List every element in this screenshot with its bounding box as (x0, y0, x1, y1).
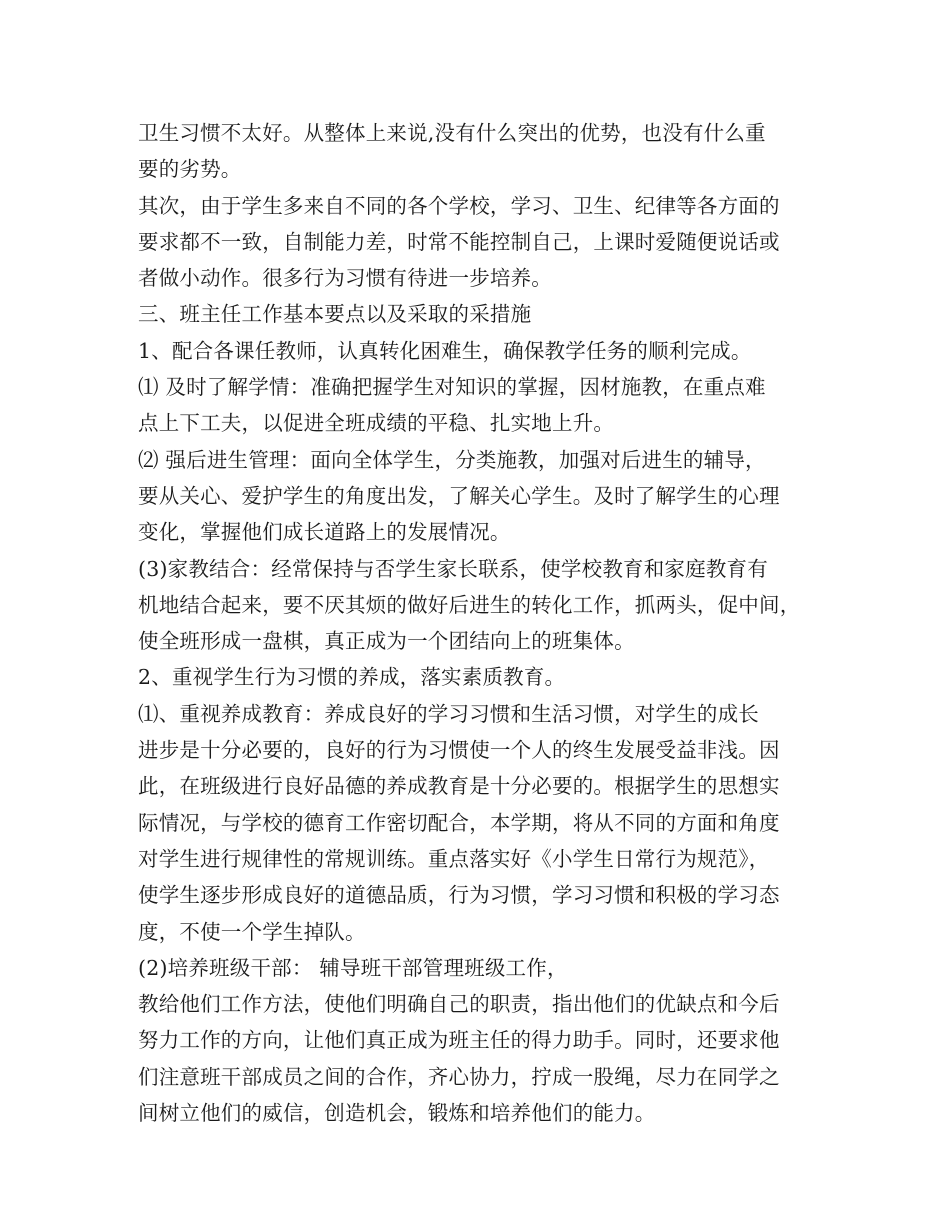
text-line: 者做小动作。很多行为习惯有待进一步培养。 (138, 266, 552, 291)
text-line: 使学生逐步形成良好的道德品质，行为习惯，学习习惯和积极的学习态 (138, 883, 780, 908)
document-body (138, 115, 828, 1131)
text-line: 要从关心、爱护学生的角度出发，了解关心学生。及时了解学生的心理 (138, 483, 780, 508)
text-line: 们注意班干部成员之间的合作，齐心协力，拧成一股绳，尽力在同学之 (138, 1064, 780, 1089)
text-line: 变化，掌握他们成长道路上的发展情况。 (138, 520, 511, 545)
text-line: 教给他们工作方法，使他们明确自己的职责，指出他们的优缺点和今后 (138, 992, 780, 1017)
text-line: 此，在班级进行良好品德的养成教育是十分必要的。根据学生的思想实 (138, 774, 780, 799)
text-line: 努力工作的方向，让他们真正成为班主任的得力助手。同时，还要求他 (138, 1028, 780, 1053)
text-line: (3)家教结合：经常保持与否学生家长联系，使学校教育和家庭教育有 (138, 556, 768, 581)
text-line: 际情况，与学校的德育工作密切配合，本学期，将从不同的方面和角度 (138, 810, 780, 835)
text-line: 进步是十分必要的，良好的行为习惯使一个人的终生发展受益非浅。因 (138, 738, 780, 763)
text-line: 点上下工夫，以促进全班成绩的平稳、扎实地上升。 (138, 411, 615, 436)
text-line: 机地结合起来，要不厌其烦的做好后进生的转化工作，抓两头，促中间， (138, 592, 801, 617)
text-line: 要求都不一致，自制能力差，时常不能控制自己，上课时爱随便说话或 (138, 229, 780, 254)
text-line: 其次，由于学生多来自不同的各个学校，学习、卫生、纪律等各方面的 (138, 193, 780, 218)
text-line: 度，不使一个学生掉队。 (138, 919, 366, 944)
subsection-heading: 2、重视学生行为习惯的养成，落实素质教育。 (138, 665, 566, 690)
text-line: ⑴、重视养成教育：养成良好的学习习惯和生活习惯，对学生的成长 (138, 701, 759, 726)
text-line: 间树立他们的威信，创造机会，锻炼和培养他们的能力。 (138, 1101, 656, 1126)
section-heading: 三、班主任工作基本要点以及采取的采措施 (138, 302, 532, 327)
text-line: 要的劣势。 (138, 157, 242, 182)
subsection-heading: 1、配合各课任教师，认真转化困难生，确保教学任务的顺利完成。 (138, 338, 752, 363)
text-line: 对学生进行规律性的常规训练。重点落实好《小学生日常行为规范》， (138, 846, 770, 871)
text-line: 卫生习惯不太好。从整体上来说,没有什么突出的优势，也没有什么重 (138, 121, 766, 145)
text-line: (2)培养班级干部： 辅导班干部管理班级工作， (138, 955, 568, 980)
text-line: ⑵ 强后进生管理：面向全体学生，分类施教，加强对后进生的辅导， (138, 447, 766, 472)
text-line: ⑴ 及时了解学情：准确把握学生对知识的掌握，因材施教，在重点难 (138, 375, 766, 400)
text-line: 使全班形成一盘棋，真正成为一个团结向上的班集体。 (138, 629, 635, 654)
